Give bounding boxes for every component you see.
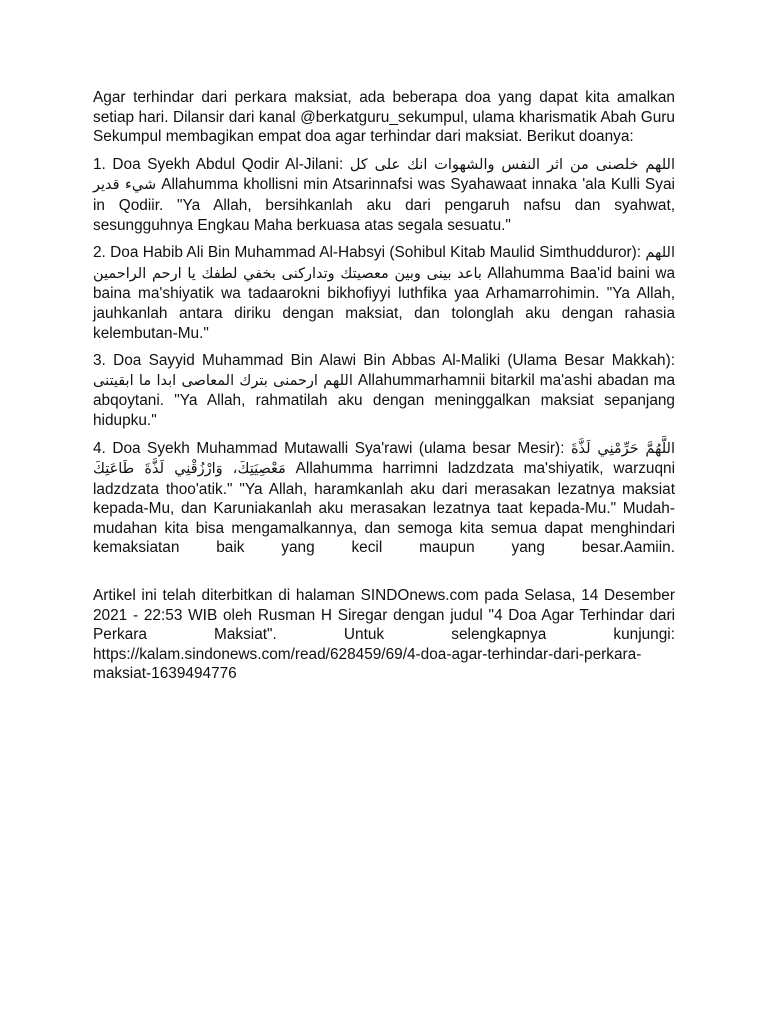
paragraph-gap [93, 566, 675, 586]
document-page [93, 88, 675, 692]
doa-paragraph-3 [93, 351, 675, 430]
doa-4-arabic: اللَّهُمَّ حَرِّمْنِي لَذَّةَ مَعْصِيَتِكَ، وَارْزُقْنِي لَذَّةَ طَاعَتِكَ [93, 440, 675, 478]
doa-1-text: Allahumma khollisni min Atsarinnafsi was Syahawaat innaka 'ala Kulli Syai in Qodiir. "Ya Allah, bersihkanlah aku dari pengaruh nafsu dan syahwat, sesungguhnya Engkau Maha berkuasa atas segala sesuatu." [93, 176, 675, 234]
doa-4-text: Allahumma harrimni ladzdzata ma'shiyatik, warzuqni ladzdzata thoo'atik." "Ya Allah, haramkanlah aku dari merasakan lezatnya maksiat kepada-Mu, dan Karuniakanlah aku merasakan lezatnya taat kepada-Mu." Mudah-mudahan kita bisa mengamalkannya, dan semoga kita semua dapat menghindari kemaksiatan baik yang kecil maupun yang besar.Aamiin. [93, 460, 675, 557]
doa-2-text: Allahumma Baa'id baini wa baina ma'shiyatik wa tadaarokni bikhofiyyi luthfika yaa Arhamarrohimin. "Ya Allah, jauhkanlah antara diriku dengan maksiat, dan tolonglah aku dengan rahasia kelembutan-Mu." [93, 264, 675, 342]
doa-1-lead: 1. Doa Syekh Abdul Qodir Al-Jilani: [93, 155, 350, 173]
doa-2-lead: 2. Doa Habib Ali Bin Muhammad Al-Habsyi (Sohibul Kitab Maulid Simthudduror): [93, 244, 646, 262]
doa-paragraph-2 [93, 243, 675, 343]
doa-3-text: Allahummarhamnii bitarkil ma'ashi abadan ma abqoytani. "Ya Allah, rahmatilah aku dengan meninggalkan maksiat sepanjang hidupku." [93, 371, 676, 429]
source-paragraph: Artikel ini telah diterbitkan di halaman SINDOnews.com pada Selasa, 14 Desember 2021 - 22:53 WIB oleh Rusman H Siregar dengan judul "4 Doa Agar Terhindar dari Perkara Maksiat". Untuk selengkapnya kunjungi: https://kalam.sindonews.com/read/628459/69/4-doa-agar-terhindar-dari-perkara-maksiat-1639494776 [93, 587, 675, 683]
doa-paragraph-4 [93, 439, 675, 559]
doa-1-arabic: اللهم خلصنى من اثر النفس والشهوات انك على كل شيء قدير [93, 156, 675, 194]
doa-paragraph-1 [93, 155, 675, 235]
intro-paragraph: Agar terhindar dari perkara maksiat, ada beberapa doa yang dapat kita amalkan setiap hari. Dilansir dari kanal @berkatguru_sekumpul, ulama kharismatik Abah Guru Sekumpul membagikan empat doa agar terhindar dari maksiat. Berikut doanya: [93, 89, 675, 146]
doa-4-lead: 4. Doa Syekh Muhammad Mutawalli Sya'rawi (ulama besar Mesir): [93, 439, 571, 457]
doa-2-arabic: اللهم باعد بينى وبين معصيتك وتداركنى بخفي لطفك يا ارحم الراحمين [93, 245, 675, 282]
doa-3-arabic: اللهم ارحمنى بترك المعاصى ابدا ما ابقيتنى [93, 372, 353, 389]
doa-3-lead: 3. Doa Sayyid Muhammad Bin Alawi Bin Abbas Al-Maliki (Ulama Besar Makkah): [93, 352, 675, 370]
